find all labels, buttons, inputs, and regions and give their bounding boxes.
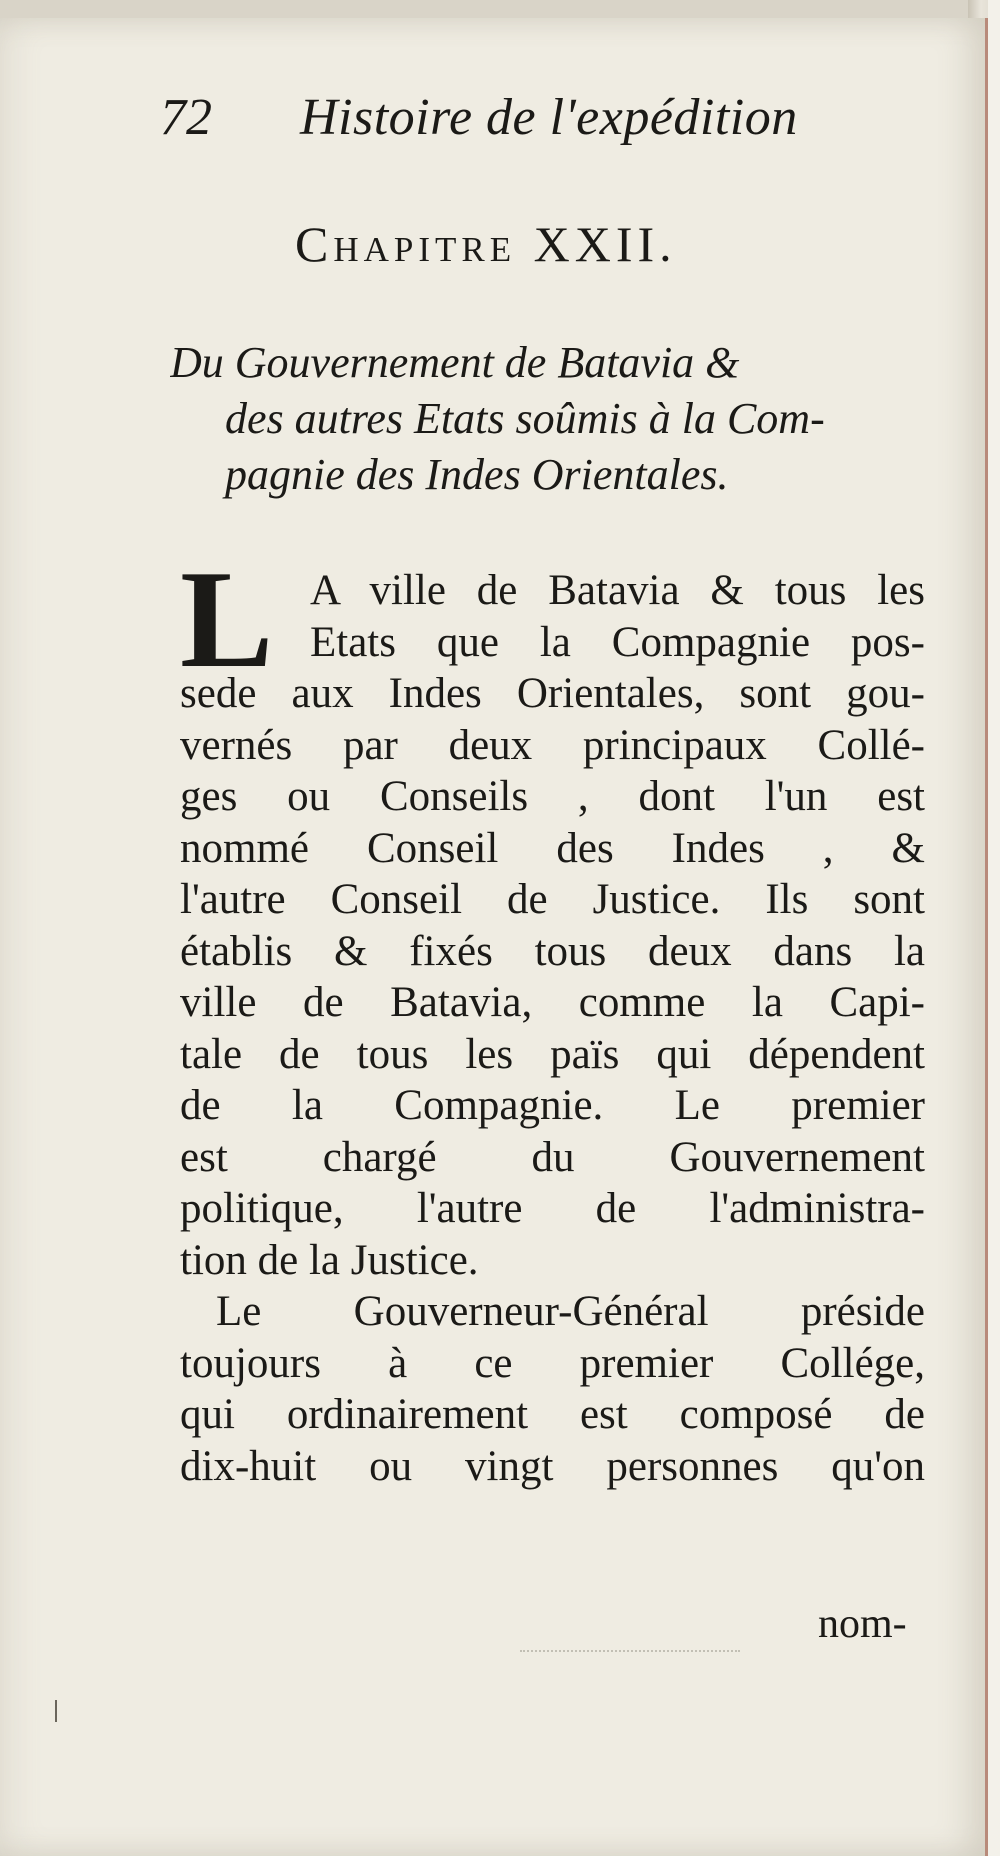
background-edge <box>988 0 1000 1856</box>
drop-cap-initial: L <box>180 542 274 697</box>
text-line: qui ordinairement est composé de <box>180 1391 925 1438</box>
text-line: tion de la Justice. <box>180 1236 479 1284</box>
text-line: sede aux Indes Orientales, sont gou- <box>180 670 925 717</box>
text-line: de la Compagnie. Le premier <box>180 1082 925 1129</box>
text-line: est chargé du Gouvernement <box>180 1133 925 1181</box>
chapter-title-line: des autres Etats soûmis à la Com- <box>225 394 825 443</box>
text-line: ges ou Conseils , dont l'un est <box>180 773 925 820</box>
text-line: dix-huit ou vingt personnes qu'on <box>180 1442 925 1490</box>
margin-mark <box>55 1700 57 1722</box>
text-line: établis & fixés tous deux dans la <box>180 927 925 975</box>
text-line: nommé Conseil des Indes , & <box>180 824 925 872</box>
catchword: nom- <box>818 1601 907 1647</box>
text-line: vernés par deux principaux Collé- <box>180 721 925 769</box>
running-header <box>160 88 820 158</box>
text-line: politique, l'autre de l'administra- <box>180 1185 925 1232</box>
running-title: Histoire de l'expédition <box>300 89 798 146</box>
chapter-title-line: Du Gouvernement de Batavia & <box>170 338 740 387</box>
text-line: toujours à ce premier Collége, <box>180 1339 925 1387</box>
body-text <box>180 565 925 1492</box>
text-line: Etats que la Compagnie pos- <box>310 618 925 666</box>
show-through-dots <box>520 1650 740 1654</box>
chapter-title-line: pagnie des Indes Orientales. <box>225 450 729 499</box>
text-line: l'autre Conseil de Justice. Ils sont <box>180 876 925 923</box>
page-number: 72 <box>160 89 212 146</box>
text-line: tale de tous les païs qui dépendent <box>180 1030 925 1078</box>
text-line: A ville de Batavia & tous les <box>310 567 925 614</box>
chapter-heading: Chapitre XXII. <box>295 216 677 272</box>
chapter-title <box>170 335 940 503</box>
text-line: ville de Batavia, comme la Capi- <box>180 979 925 1026</box>
text-line: Le Gouverneur-Général préside <box>216 1288 925 1335</box>
